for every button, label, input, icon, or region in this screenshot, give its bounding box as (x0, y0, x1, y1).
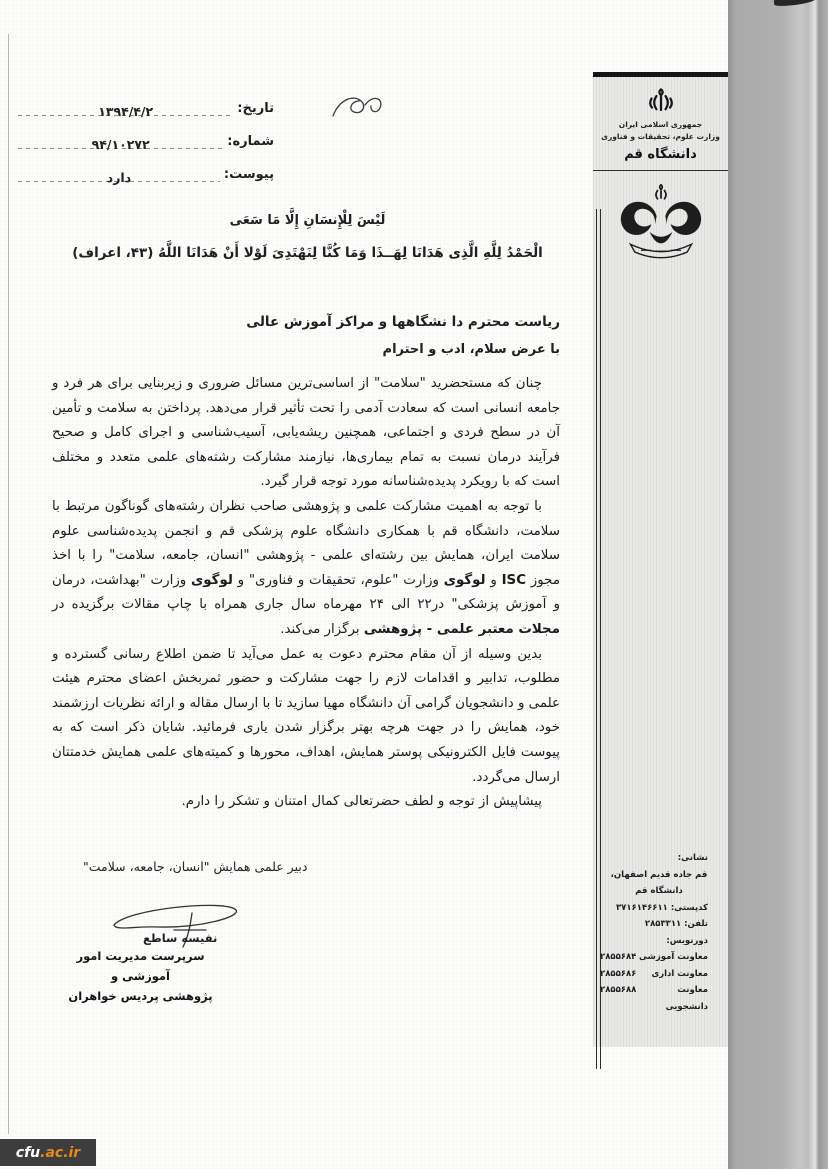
attachment-value: دارد (106, 170, 132, 185)
salutation-greeting: با عرض سلام، ادب و احترام (382, 342, 560, 357)
date-label: تاریخ: (237, 101, 274, 116)
address-label: نشانی: (677, 853, 708, 863)
letterhead-address-block (600, 850, 718, 1015)
university-seal-icon (593, 181, 728, 273)
p2-logo-bold: لوگوی (443, 572, 486, 588)
quran-quotes (55, 213, 560, 261)
salutation (52, 314, 560, 357)
letterhead-university: دانشگاه قم (624, 147, 697, 162)
body-paragraph-1: چنان که مستحضرید "سلامت" از اساسی‌ترین مسائل ضروری و زیربنایی برای هر فرد و جامعه انسانی است که سعادت آدمی را تحت تأثیر قرار می‌دهد. پرداختن به سلامت و تأمین آن در سطح فردی و اجتماعی، همچنین ریشه‌یابی، آسیب‌شناسی و اجرای کامل و صحیح فرآیند درمان نسبت به تمام بیماری‌ها، نیازمند مشارکت رشته‌های علمی متعدد و مختلف است که با رویکرد پدیده‌شناسانه مورد توجه قرار گیرد. (52, 376, 560, 490)
p2-text: وزارت "علوم، تحقیقات و فناوری" و (232, 572, 444, 588)
letter-body (52, 372, 560, 815)
address-line-2: دانشگاه قم (635, 886, 683, 896)
fax-number: ۲۸۵۵۶۸۸ (600, 985, 637, 995)
quote-line-2: الْحَمْدُ لِلَّهِ الَّذِی هَدَانَا لِهَــذَا وَمَا کُنَّا لِنَهْتَدِیَ لَوْلا أَنْ هَدَانَا اللَّهُ (۴۳، اعراف) (72, 245, 543, 261)
iran-emblem-icon (646, 100, 676, 119)
address-line-1: قم جاده قدیم اصفهان، (610, 869, 708, 880)
quote-line-1: لَیْسَ لِلْإِنسَانِ إِلَّا مَا سَعَی (229, 213, 386, 228)
fax-label: معاونت اداری (651, 968, 708, 979)
p2-logo-bold: لوگوی (191, 572, 233, 588)
attachment-label: پیوست: (223, 167, 274, 182)
fax-number: ۲۸۵۵۶۸۴ (600, 952, 637, 962)
number-field (18, 129, 274, 152)
body-paragraph-4: پیشاپیش از توجه و لطف حضرتعالی کمال امتنان و تشکر را دارم. (181, 794, 542, 810)
fax-line-education (600, 949, 708, 966)
address-phone: تلفن: ۲۸۵۳۳۱۱ (644, 919, 708, 929)
date-field (18, 96, 274, 119)
address-postal-code: کدپستی: ۳۷۱۶۱۴۶۶۱۱ (615, 902, 708, 913)
number-label: شماره: (227, 134, 274, 149)
handwritten-note-icon (327, 86, 393, 132)
number-value: ۹۴/۱۰۲۷۲ (91, 137, 150, 152)
address-fax-label: دورنویس: (666, 935, 708, 946)
scanner-background-strip (728, 0, 828, 1169)
p2-isc-bold: ISC (501, 572, 527, 588)
site-watermark (0, 1139, 96, 1166)
watermark-suffix: .ac.ir (40, 1144, 81, 1161)
letterhead-column (593, 72, 728, 1047)
letterhead-header (593, 77, 728, 171)
attachment-field (18, 162, 274, 185)
fax-label: معاونت آموزشی (638, 952, 708, 962)
letter-meta-fields (18, 96, 274, 195)
body-paragraph-3: بدین وسیله از آن مقام محترم دعوت به عمل می‌آید تا ضمن اطلاع رسانی گسترده و مطلوب، تدابیر و اقدامات لازم را جهت مشارکت و حضور ثمربخش اعضای محترم هیئت علمی و دانشجویان گرامی آن دانشگاه مهیا سازید تا با ارسال مقاله و ارائه نظریات ارزشمند خود، همایش را در جهت هرچه بهتر برگزار شدن یاری فرمائید. شایان ذکر است که به پیوست فایل الکترونیکی پوستر همایش، اهداف، محورها و کمیته‌های علمی همایش خدمتتان ارسال می‌گردد. (52, 646, 560, 785)
p2-text: برگزار می‌کند. (280, 621, 364, 637)
body-paragraph-2 (52, 495, 560, 643)
watermark-prefix: cfu (15, 1144, 41, 1161)
salutation-addressee: ریاست محترم دا نشگاهها و مراکز آموزش عالی (246, 314, 560, 330)
date-value: ۱۳۹۴/۴/۲ (98, 104, 154, 119)
fax-line-student (600, 982, 708, 1015)
p2-text: با توجه به اهمیت مشارکت علمی و پژوهشی صاحب نظران رشته‌های گوناگون مرتبط با سلامت، دانشگاه قم با همکاری دانشگاه علوم پزشکی قم و انجمن پدیده‌شناسی علوم سلامت ایران، همایش بین رشته‌ای علمی - پژوهشی "انسان، جامعه، سلامت" را با اخذ مجوز (52, 498, 561, 588)
fax-line-administrative (600, 966, 708, 983)
attachment-line (18, 166, 220, 185)
letterhead-ministry: وزارت علوم، تحقیقات و فناوری (601, 132, 720, 141)
date-line (18, 100, 233, 119)
signatory-title-line-1: سرپرست مدیریت امور آموزشی و (76, 949, 205, 983)
letterhead-country: جمهوری اسلامی ایران (618, 120, 703, 129)
fax-label: معاونت دانشجویی (665, 985, 708, 1012)
p2-text: وزارت "بهداشت، درمان و آموزش پزشکی" در۲۲ الی ۲۴ مهرماه سال جاری همراه با چاپ مقالات برگزیده در (52, 572, 560, 613)
signature-role-line: دبیر علمی همایش "انسان، جامعه، سلامت" (83, 859, 308, 874)
fax-number: ۲۸۵۵۶۸۶ (600, 968, 637, 979)
signatory-title (58, 946, 223, 1006)
p2-text: و (485, 572, 502, 588)
scan-edge-line (8, 34, 9, 1134)
p2-journals-bold: مجلات معتبر علمی - پژوهشی (363, 621, 560, 637)
number-line (18, 133, 223, 152)
signatory-name: نفیسه ساطع (143, 931, 218, 945)
signatory-title-line-2: پژوهشی پردیس خواهران (68, 989, 213, 1003)
